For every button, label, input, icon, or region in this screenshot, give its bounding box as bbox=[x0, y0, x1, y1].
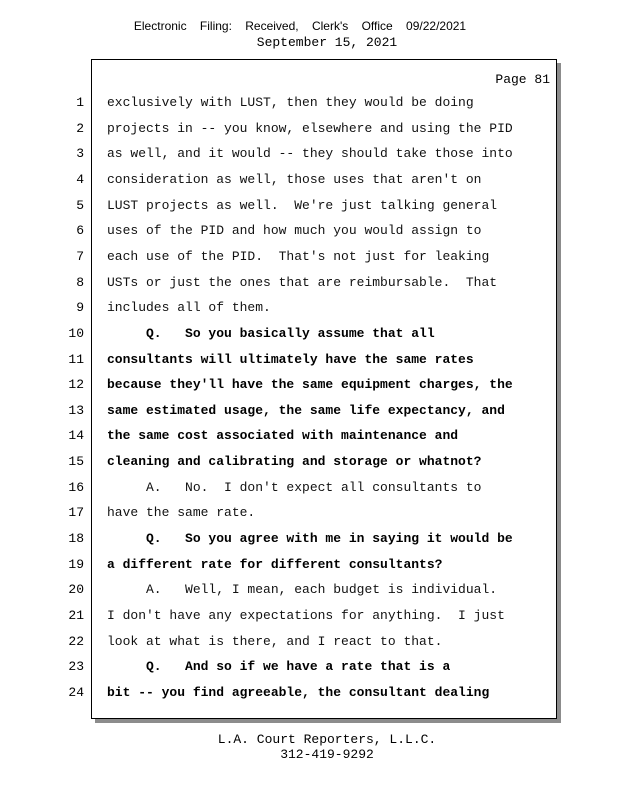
transcript-line-text: cleaning and calibrating and storage or whatnot? bbox=[107, 454, 482, 469]
transcript-line-text: A. No. I don't expect all consultants to bbox=[107, 480, 482, 495]
line-number: 8 bbox=[76, 275, 84, 290]
line-number: 9 bbox=[76, 300, 84, 315]
transcript-line-text: have the same rate. bbox=[107, 505, 256, 520]
transcript-line-text: Q. And so if we have a rate that is a bbox=[107, 659, 451, 674]
line-number: 20 bbox=[68, 582, 84, 597]
line-number: 19 bbox=[68, 557, 84, 572]
line-number: 7 bbox=[76, 249, 84, 264]
page-number: Page 81 bbox=[495, 72, 550, 87]
transcript-line-text: consideration as well, those uses that aren't on bbox=[107, 172, 482, 187]
transcript-line-text: exclusively with LUST, then they would be doing bbox=[107, 95, 474, 110]
transcript-line-text: same estimated usage, the same life expectancy, and bbox=[107, 403, 505, 418]
transcript-line-text: each use of the PID. That's not just for leaking bbox=[107, 249, 490, 264]
line-number: 6 bbox=[76, 223, 84, 238]
line-number: 10 bbox=[68, 326, 84, 341]
transcript-line-text: the same cost associated with maintenance and bbox=[107, 428, 459, 443]
transcript-line-text: as well, and it would -- they should take those into bbox=[107, 146, 513, 161]
transcript-line-text: look at what is there, and I react to that. bbox=[107, 634, 443, 649]
transcript-line-text: consultants will ultimately have the same rates bbox=[107, 352, 474, 367]
line-number: 18 bbox=[68, 531, 84, 546]
line-number: 17 bbox=[68, 505, 84, 520]
line-number: 24 bbox=[68, 685, 84, 700]
footer-phone: 312-419-9292 bbox=[280, 747, 374, 762]
transcript-line-text: LUST projects as well. We're just talking general bbox=[107, 198, 498, 213]
transcript-line-text: uses of the PID and how much you would assign to bbox=[107, 223, 482, 238]
transcript-line-text: USTs or just the ones that are reimbursable. That bbox=[107, 275, 498, 290]
transcript-line-text: A. Well, I mean, each budget is individual. bbox=[107, 582, 498, 597]
line-number: 11 bbox=[68, 352, 84, 367]
transcript-line-text: Q. So you agree with me in saying it would be bbox=[107, 531, 513, 546]
line-number: 12 bbox=[68, 377, 84, 392]
line-number: 15 bbox=[68, 454, 84, 469]
line-number: 21 bbox=[68, 608, 84, 623]
transcript-line-text: because they'll have the same equipment charges, the bbox=[107, 377, 513, 392]
transcript-line-text: includes all of them. bbox=[107, 300, 271, 315]
line-number: 4 bbox=[76, 172, 84, 187]
transcript-line-text: I don't have any expectations for anything. I just bbox=[107, 608, 505, 623]
transcript-line-text: bit -- you find agreeable, the consultant dealing bbox=[107, 685, 490, 700]
line-number: 1 bbox=[76, 95, 84, 110]
line-number: 13 bbox=[68, 403, 84, 418]
transcript-line-text: Q. So you basically assume that all bbox=[107, 326, 435, 341]
transcript-line-text: a different rate for different consultants? bbox=[107, 557, 443, 572]
line-number: 16 bbox=[68, 480, 84, 495]
footer-company: L.A. Court Reporters, L.L.C. bbox=[217, 732, 437, 747]
transcript-line-text: projects in -- you know, elsewhere and using the PID bbox=[107, 121, 513, 136]
line-number: 23 bbox=[68, 659, 84, 674]
line-number: 14 bbox=[68, 428, 84, 443]
filing-stamp: Electronic Filing: Received, Clerk's Office 09/22/2021 bbox=[133, 19, 467, 33]
line-number: 2 bbox=[76, 121, 84, 136]
line-number: 5 bbox=[76, 198, 84, 213]
transcript-date: September 15, 2021 bbox=[256, 35, 398, 50]
line-number: 3 bbox=[76, 146, 84, 161]
line-number: 22 bbox=[68, 634, 84, 649]
